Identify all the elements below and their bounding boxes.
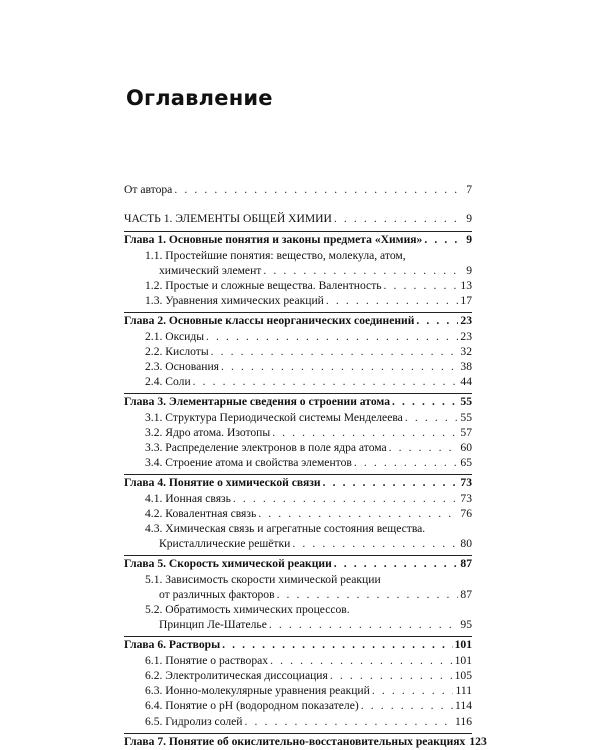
toc-entry-label: 4.3. Химическая связь и агрегатные состояния вещества. (145, 522, 426, 536)
toc-page-number: 80 (460, 537, 472, 551)
toc-entry-label: 5.2. Обратимость химических процессов. (145, 603, 350, 617)
toc-entry-label: 2.4. Соли (145, 375, 191, 389)
toc-entry-label: 5.1. Зависимость скорости химической реакции (145, 572, 381, 586)
dot-leader (193, 374, 459, 389)
dot-leader (334, 211, 464, 226)
toc-section-3-3[interactable] (124, 440, 472, 455)
dot-leader (416, 313, 458, 328)
toc-chapter-1[interactable] (124, 232, 472, 247)
toc-entry-label: Глава 5. Скорость химической реакции (124, 557, 332, 571)
dot-leader (272, 425, 458, 440)
toc-chapter-2[interactable] (124, 313, 472, 328)
toc-chapter-3[interactable] (124, 394, 472, 409)
toc-page-number: 76 (460, 506, 472, 520)
dot-leader (326, 293, 459, 308)
toc-section-5-2-cont[interactable] (124, 617, 472, 632)
dot-leader (277, 587, 459, 602)
toc-entry-label: Принцип Ле-Шателье (159, 618, 267, 632)
toc-page-number: 73 (460, 491, 472, 505)
toc-section-6-3[interactable] (124, 683, 472, 698)
dot-leader (405, 410, 459, 425)
toc-entry-label: ЧАСТЬ 1. ЭЛЕМЕНТЫ ОБЩЕЙ ХИМИИ (124, 212, 332, 226)
dot-leader (354, 455, 459, 470)
toc-section-5-2[interactable] (124, 602, 472, 617)
dot-leader (221, 359, 458, 374)
toc-section-3-4[interactable] (124, 455, 472, 470)
toc-page-number: 55 (460, 395, 472, 409)
toc-entry-from-author[interactable] (124, 182, 472, 197)
toc-entry-label: Глава 1. Основные понятия и законы предмета «Химия» (124, 233, 423, 247)
toc-page-number: 73 (460, 476, 472, 490)
toc-chapter-5[interactable] (124, 556, 472, 571)
toc-entry-label: 6.2. Электролитическая диссоциация (145, 668, 328, 682)
toc-page-number: 87 (460, 587, 472, 601)
toc-page-number: 87 (460, 557, 472, 571)
dot-leader (263, 263, 464, 278)
toc-page-number: 60 (460, 441, 472, 455)
toc-page-number: 57 (460, 425, 472, 439)
toc-page-number: 111 (455, 684, 472, 698)
toc-entry-label: 2.1. Оксиды (145, 329, 205, 343)
toc-page-number: 9 (466, 212, 472, 226)
dot-leader (392, 394, 458, 409)
toc-entry-label: от различных факторов (159, 587, 275, 601)
dot-leader (270, 653, 453, 668)
toc-page-number: 9 (466, 263, 472, 277)
page-title: Оглавление (126, 86, 273, 110)
toc-page-number: 23 (460, 314, 472, 328)
toc-page-number: 65 (460, 456, 472, 470)
toc-entry-label: От автора (124, 183, 173, 196)
toc-entry-label: Глава 7. Понятие об окислительно-восстановительных реакциях (124, 734, 466, 748)
table-of-contents (124, 182, 487, 749)
dot-leader (245, 714, 454, 729)
dot-leader (269, 617, 459, 632)
dot-leader (323, 475, 459, 490)
toc-section-4-3[interactable] (124, 521, 472, 536)
toc-entry-label: 2.3. Основания (145, 360, 220, 374)
dot-leader (258, 506, 458, 521)
toc-section-2-4[interactable] (124, 374, 472, 389)
toc-section-1-2[interactable] (124, 278, 472, 293)
toc-entry-label: 2.2. Кислоты (145, 344, 209, 358)
toc-page-number: 55 (460, 410, 472, 424)
toc-section-2-1[interactable] (124, 329, 472, 344)
toc-entry-label: 1.1. Простейшие понятия: вещество, молекула, атом, (145, 248, 406, 262)
dot-leader (334, 556, 459, 571)
toc-section-5-1-cont[interactable] (124, 587, 472, 602)
toc-chapter-4[interactable] (124, 475, 472, 490)
toc-entry-label: Глава 6. Растворы (124, 638, 221, 652)
toc-entry-label: 6.1. Понятие о растворах (145, 653, 269, 667)
dot-leader (384, 278, 459, 293)
toc-entry-label: 6.4. Понятие о рН (водородном показателе) (145, 699, 359, 713)
toc-page-number: 101 (454, 638, 472, 652)
toc-section-4-2[interactable] (124, 506, 472, 521)
toc-page-number: 101 (454, 653, 472, 667)
toc-chapter-6[interactable] (124, 637, 472, 652)
toc-page-number: 38 (460, 360, 472, 374)
toc-section-3-2[interactable] (124, 425, 472, 440)
toc-page-number: 13 (460, 279, 472, 293)
toc-section-2-3[interactable] (124, 359, 472, 374)
toc-entry-label: 4.2. Ковалентная связь (145, 506, 257, 520)
toc-entry-label: Глава 2. Основные классы неорганических соединений (124, 314, 415, 328)
dot-leader (211, 344, 459, 359)
toc-page-number: 23 (460, 329, 472, 343)
toc-entry-label: 3.2. Ядро атома. Изотопы (145, 425, 271, 439)
toc-section-3-1[interactable] (124, 410, 472, 425)
dot-leader (292, 536, 458, 551)
toc-section-6-1[interactable] (124, 653, 472, 668)
dot-leader (330, 668, 453, 683)
toc-page-number: 105 (454, 668, 472, 682)
dot-leader (361, 698, 453, 713)
dot-leader (372, 683, 454, 698)
toc-page-number: 44 (460, 375, 472, 389)
toc-entry-label: Кристаллические решётки (159, 537, 291, 551)
dot-leader (389, 440, 459, 455)
toc-page-number: 32 (460, 344, 472, 358)
toc-section-5-1[interactable] (124, 572, 472, 587)
dot-leader (233, 491, 458, 506)
toc-page-number: 7 (466, 183, 472, 196)
toc-entry-label: 3.4. Строение атома и свойства элементов (145, 456, 352, 470)
toc-section-1-3[interactable] (124, 293, 472, 308)
toc-entry-part-1[interactable] (124, 211, 472, 226)
toc-section-1-1-cont[interactable] (124, 263, 472, 278)
toc-page-number: 116 (455, 714, 472, 728)
toc-page-number: 95 (460, 618, 472, 632)
toc-entry-label: 3.1. Структура Периодической системы Менделеева (145, 410, 403, 424)
toc-entry-label: 1.2. Простые и сложные вещества. Валентность (145, 279, 382, 293)
toc-page-number: 9 (466, 233, 472, 247)
toc-page-number: 114 (455, 699, 472, 713)
toc-entry-label: 6.3. Ионно-молекулярные уравнения реакций (145, 684, 370, 698)
toc-entry-label: химический элемент (159, 263, 262, 277)
toc-section-6-5[interactable] (124, 714, 472, 729)
toc-chapter-7[interactable] (124, 734, 487, 749)
toc-entry-label: Глава 4. Понятие о химической связи (124, 476, 321, 490)
toc-section-2-2[interactable] (124, 344, 472, 359)
dot-leader (222, 637, 452, 652)
toc-entry-label: 3.3. Распределение электронов в поле ядра атома (145, 441, 387, 455)
toc-entry-label: 1.3. Уравнения химических реакций (145, 294, 324, 308)
toc-section-6-2[interactable] (124, 668, 472, 683)
toc-section-4-3-cont[interactable] (124, 536, 472, 551)
dot-leader (174, 182, 464, 197)
toc-entry-label: 4.1. Ионная связь (145, 491, 231, 505)
toc-entry-label: Глава 3. Элементарные сведения о строении атома (124, 395, 391, 409)
toc-section-4-1[interactable] (124, 491, 472, 506)
dot-leader (424, 232, 464, 247)
toc-section-1-1[interactable] (124, 248, 472, 263)
dot-leader (206, 329, 458, 344)
toc-page-number: 17 (460, 294, 472, 308)
toc-section-6-4[interactable] (124, 698, 472, 713)
toc-entry-label: 6.5. Гидролиз солей (145, 714, 243, 728)
toc-page-number: 123 (469, 734, 487, 748)
